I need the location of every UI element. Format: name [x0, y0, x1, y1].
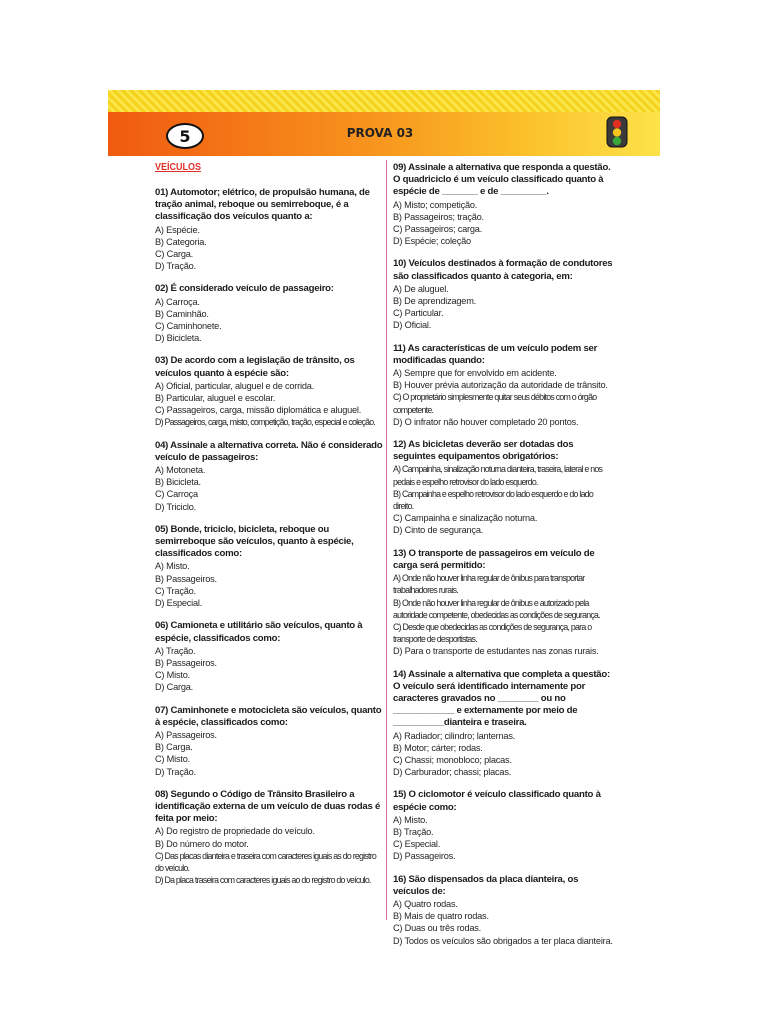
section-title: VEÍCULOS	[155, 162, 202, 173]
answer-option: A) Do registro de propriedade do veículo.	[155, 826, 315, 837]
answer-option: D) Passageiros.	[393, 851, 456, 862]
answer-option: C) Misto.	[155, 754, 190, 765]
answer-option: C) Desde que obedecidas as condições de segurança, para o transporte de desportistas.	[393, 621, 592, 645]
answer-option: B) Particular, aluguel e escolar.	[155, 393, 276, 404]
right-column	[393, 162, 615, 958]
answer-option: B) Bicicleta.	[155, 477, 201, 488]
column-divider	[386, 160, 387, 920]
answer-option: D) Especial.	[155, 598, 203, 609]
answer-option: A) De aluguel.	[393, 283, 449, 294]
question-block	[393, 162, 615, 247]
answer-option: A) Onde não houver linha regular de ônibus para transportar trabalhadores rurais.	[393, 573, 585, 596]
answer-option: A) Quatro rodas.	[393, 898, 458, 909]
answer-option: D) Cinto de segurança.	[393, 525, 484, 536]
answer-option: B) Caminhão.	[155, 308, 209, 319]
answer-option: B) Categoria.	[155, 236, 207, 247]
answer-option: B) Passageiros.	[155, 657, 217, 668]
answer-option: D) Passageiros, carga, misto, competição, tração, especial e coleção.	[155, 417, 376, 428]
answer-option: B) Carga.	[155, 742, 193, 753]
answer-option: D) Carga.	[155, 682, 194, 693]
answer-option: D) Triciclo.	[155, 501, 196, 512]
answer-option: B) Do número do motor.	[155, 838, 249, 849]
answer-option: A) Misto.	[393, 814, 428, 825]
question-text: 11) As características de um veículo podem ser modificadas quando:	[393, 342, 598, 366]
question-block	[393, 439, 615, 537]
question-text: 01) Automotor; elétrico, de propulsão humana, de tração animal, reboque ou semirreboque, é a classificação dos veículos quanto a:	[155, 187, 370, 223]
question-block	[155, 440, 383, 513]
question-block	[393, 669, 615, 779]
answer-option: C) Carga.	[155, 249, 194, 260]
answer-option: D) Carburador; chassi; placas.	[393, 767, 512, 778]
answer-option: D) Bicicleta.	[155, 333, 202, 344]
answer-option: C) Tração.	[155, 585, 196, 596]
answer-option: A) Misto; competição.	[393, 199, 478, 210]
answer-option: D) Tração.	[155, 766, 196, 777]
question-text: 13) O transporte de passageiros em veículo de carga será permitido:	[393, 547, 595, 571]
question-text: 09) Assinale a alternativa que responda a questão. O quadriciclo é um veículo classificado quanto à espécie de _______ e de _________.	[393, 162, 611, 198]
question-block	[393, 343, 615, 428]
answer-option: C) Particular.	[393, 308, 444, 319]
answer-option: D) Tração.	[155, 261, 196, 272]
page-title: PROVA 03	[346, 126, 414, 140]
answer-option: B) Tração.	[393, 826, 434, 837]
answer-option: A) Passageiros.	[155, 729, 217, 740]
question-text: 14) Assinale a alternativa que completa a questão: O veículo será identificado internamente por caracteres gravados no ________ ou no ____________ e externamente por meio de __________dianteira e traseira.	[393, 668, 610, 729]
answer-option: C) Carroça	[155, 489, 198, 500]
question-block	[155, 524, 383, 609]
traffic-light-icon	[606, 116, 628, 148]
answer-option: A) Radiador; cilindro; lanternas.	[393, 730, 516, 741]
question-text: 04) Assinale a alternativa correta. Não é considerado veículo de passageiros:	[155, 439, 383, 463]
answer-option: B) Passageiros.	[155, 573, 217, 584]
question-text: 16) São dispensados da placa dianteira, os veículos de:	[393, 873, 579, 897]
answer-option: D) Espécie; coleção	[393, 236, 471, 247]
answer-option: B) Campainha e espelho retrovisor do lado esquerdo e do lado direito.	[393, 488, 594, 512]
answer-option: A) Campainha, sinalização noturna dianteira, traseira, lateral e nos pedais e espelho retrovisor do lado esquerdo.	[393, 464, 603, 487]
answer-option: C) Caminhonete.	[155, 321, 222, 332]
answer-option: C) Chassi; monobloco; placas.	[393, 754, 512, 765]
answer-option: D) Oficial.	[393, 320, 432, 331]
question-text: 10) Veículos destinados à formação de condutores são classificados quanto à categoria, em:	[393, 258, 613, 282]
question-block	[155, 789, 383, 887]
page-number-badge: 5	[166, 123, 204, 149]
question-block	[155, 705, 383, 778]
question-block	[155, 355, 383, 428]
question-block	[155, 620, 383, 693]
answer-option: B) De aprendizagem.	[393, 296, 477, 307]
answer-option: C) Duas ou três rodas.	[393, 923, 482, 934]
answer-option: D) Da placa traseira com caracteres iguais ao do registro do veículo.	[155, 875, 371, 886]
answer-option: A) Misto.	[155, 561, 190, 572]
answer-option: B) Passageiros; tração.	[393, 211, 484, 222]
answer-option: C) Especial.	[393, 839, 441, 850]
question-block	[155, 187, 383, 272]
question-text: 07) Caminhonete e motocicleta são veículos, quanto à espécie, classificados como:	[155, 704, 382, 728]
answer-option: B) Onde não houver linha regular de ônibus e autorizado pela autoridade competente, obedecidas as condições de segurança.	[393, 597, 600, 620]
question-block	[393, 789, 615, 862]
answer-option: C) O proprietário simplesmente quitar seus débitos com o órgão competente.	[393, 392, 597, 415]
answer-option: B) Motor; cárter; rodas.	[393, 742, 483, 753]
answer-option: B) Mais de quatro rodas.	[393, 911, 489, 922]
answer-option: C) Passageiros, carga, missão diplomática e aluguel.	[155, 405, 362, 416]
answer-option: C) Passageiros; carga.	[393, 224, 483, 235]
question-text: 06) Camioneta e utilitário são veículos, quanto à espécie, classificados como:	[155, 620, 363, 644]
answer-option: C) Misto.	[155, 670, 190, 681]
question-block	[393, 258, 615, 331]
question-text: 15) O ciclomotor é veículo classificado quanto à espécie como:	[393, 789, 601, 813]
answer-option: A) Motoneta.	[155, 465, 206, 476]
question-text: 03) De acordo com a legislação de trânsito, os veículos quanto à espécie são:	[155, 355, 355, 379]
answer-option: A) Carroça.	[155, 296, 200, 307]
question-text: 02) É considerado veículo de passageiro:	[155, 283, 334, 295]
answer-option: D) O infrator não houver completado 20 pontos.	[393, 416, 579, 427]
answer-option: D) Para o transporte de estudantes nas zonas rurais.	[393, 646, 599, 657]
question-text: 08) Segundo o Código de Trânsito Brasileiro a identificação externa de um veículo de duas rodas é feita por meio:	[155, 788, 381, 825]
question-text: 05) Bonde, triciclo, bicicleta, reboque ou semirreboque são veículos, quanto à espécie, classificados como:	[155, 523, 354, 560]
answer-option: B) Houver prévia autorização da autoridade de trânsito.	[393, 380, 608, 391]
answer-option: C) Das placas dianteira e traseira com caracteres iguais as do registro do veículo.	[155, 850, 377, 873]
answer-option: C) Campainha e sinalização noturna.	[393, 513, 538, 524]
question-text: 12) As bicicletas deverão ser dotadas dos seguintes equipamentos obrigatórios:	[393, 439, 574, 463]
question-block	[393, 548, 615, 658]
question-block	[155, 283, 383, 344]
question-block	[393, 874, 615, 947]
header-stripe-band	[108, 90, 660, 112]
answer-option: A) Oficial, particular, aluguel e de corrida.	[155, 380, 315, 391]
answer-option: A) Espécie.	[155, 224, 200, 235]
left-column	[155, 162, 383, 897]
answer-option: A) Sempre que for envolvido em acidente.	[393, 368, 557, 379]
answer-option: D) Todos os veículos são obrigados a ter placa dianteira.	[393, 935, 613, 946]
answer-option: A) Tração.	[155, 645, 196, 656]
